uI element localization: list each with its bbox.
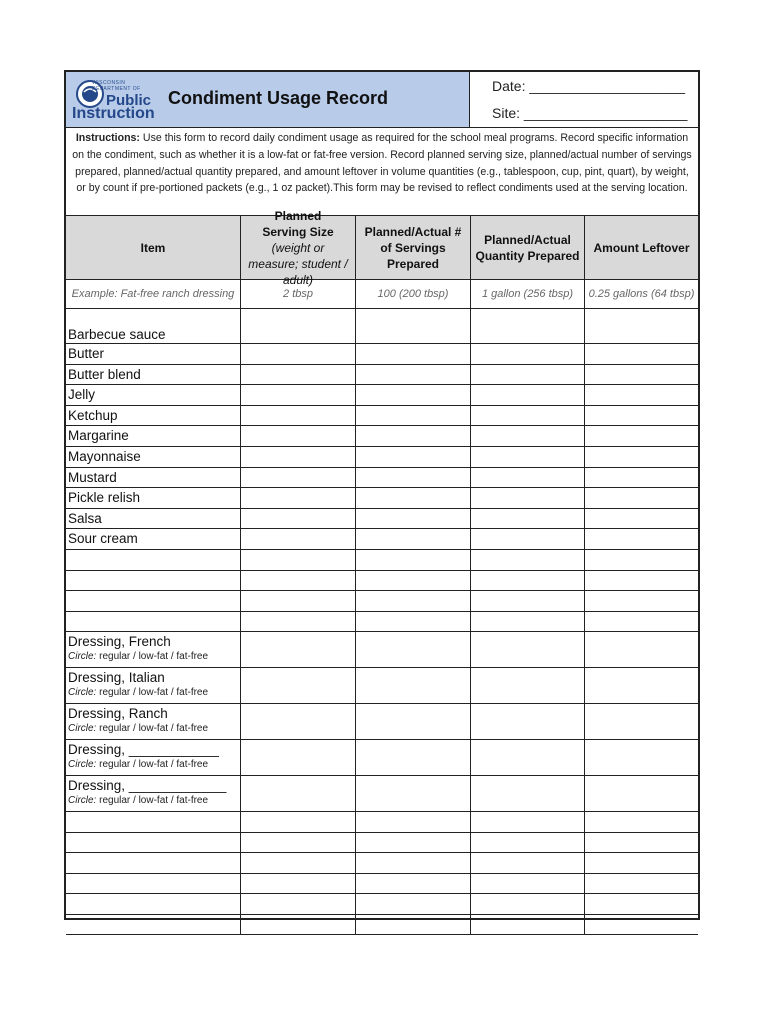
table-row-entry-cell[interactable] [356, 344, 471, 365]
col-header-item [66, 216, 241, 280]
blank-row-item-cell [66, 550, 241, 571]
condiment-name: Margarine [68, 428, 129, 444]
blank-row-entry-cell[interactable] [471, 894, 585, 915]
table-row-item-cell [66, 309, 241, 344]
blank-row-entry-cell[interactable] [241, 853, 356, 874]
table-row-entry-cell[interactable] [585, 509, 698, 530]
table-row-entry-cell[interactable] [585, 426, 698, 447]
table-row-entry-cell[interactable] [471, 509, 585, 530]
col-header-leftover [585, 216, 698, 280]
site-field[interactable]: Site: _____________________ [492, 105, 688, 121]
col-header-servings-text: Planned/Actual # of Servings Prepared [364, 224, 462, 271]
table-row-item-cell [66, 344, 241, 365]
table-row-entry-cell[interactable] [471, 529, 585, 550]
blank-row-entry-cell[interactable] [356, 812, 471, 833]
date-field[interactable]: Date: ____________________ [492, 78, 686, 94]
page-title: Condiment Usage Record [168, 88, 389, 108]
blank-row-entry-cell[interactable] [585, 812, 698, 833]
circle-options: regular / low-fat / fat-free [99, 759, 209, 771]
table-row-entry-cell[interactable] [585, 385, 698, 406]
dressing-row-entry-cell[interactable] [356, 740, 471, 776]
blank-row-entry-cell[interactable] [585, 571, 698, 592]
blank-row-entry-cell[interactable] [356, 550, 471, 571]
table-row-entry-cell[interactable] [241, 385, 356, 406]
circle-label: Circle: [68, 795, 97, 807]
table-row-entry-cell[interactable] [471, 365, 585, 386]
instructions-text: Use this form to record daily condiment usage as required for the school meal programs. Record specific information on the condiment, such as whether it is a low-fat or fat-free version. Record planned serving size, planned/actual number of servings prepared, planned/actual quantity prepared, and amount leftover in volume quantities (e.g., tablespoon, cup, pint, quart), by weight, or by count if pre-portioned packets (e.g., 1 oz packet).This form may be revised to reflect condiments used at the serving location. [72, 132, 692, 195]
dressing-row-entry-cell[interactable] [471, 704, 585, 740]
instructions-block [66, 128, 698, 216]
example-serving: 2 tbsp [241, 280, 356, 309]
dressing-row-entry-cell[interactable] [356, 776, 471, 812]
dressing-row-entry-cell[interactable] [241, 668, 356, 704]
condiment-name: Barbecue sauce [68, 327, 166, 342]
form-header [66, 72, 698, 128]
dressing-row-entry-cell[interactable] [356, 632, 471, 668]
table-row-entry-cell[interactable] [471, 426, 585, 447]
blank-row-entry-cell[interactable] [585, 550, 698, 571]
table-row-entry-cell[interactable] [585, 447, 698, 468]
blank-row-item-cell [66, 915, 241, 936]
blank-row-item-cell [66, 894, 241, 915]
col-header-serving-bold: Planned Serving Size [262, 208, 334, 239]
table-row-item-cell [66, 468, 241, 489]
blank-row-entry-cell[interactable] [471, 915, 585, 936]
dressing-row-entry-cell[interactable] [471, 668, 585, 704]
col-header-item-text: Item [140, 240, 166, 255]
condiment-name: Butter blend [68, 366, 141, 382]
blank-row-entry-cell[interactable] [241, 550, 356, 571]
dressing-row-entry-cell[interactable] [356, 668, 471, 704]
table-row-entry-cell[interactable] [241, 344, 356, 365]
circle-label: Circle: [68, 723, 97, 735]
blank-row-entry-cell[interactable] [241, 894, 356, 915]
table-row-entry-cell[interactable] [471, 468, 585, 489]
condiment-name: Butter [68, 346, 105, 361]
blank-row-entry-cell[interactable] [241, 571, 356, 592]
table-row-entry-cell[interactable] [585, 344, 698, 365]
table-row-entry-cell[interactable] [241, 406, 356, 427]
blank-row-entry-cell[interactable] [471, 812, 585, 833]
col-header-quantity [471, 216, 585, 280]
table-row-entry-cell[interactable] [585, 488, 698, 509]
dressing-name: Dressing, ____________ [68, 742, 219, 758]
blank-row-entry-cell[interactable] [471, 833, 585, 854]
col-header-serving-italic: (weight or measure; student / adult) [248, 240, 348, 287]
table-row-entry-cell[interactable] [241, 309, 356, 344]
table-row-item-cell [66, 529, 241, 550]
dressing-row-item-cell [66, 740, 241, 776]
condiment-name: Jelly [68, 387, 96, 403]
table-row-entry-cell[interactable] [356, 529, 471, 550]
dressing-row-entry-cell[interactable] [241, 740, 356, 776]
table-row-entry-cell[interactable] [356, 406, 471, 427]
condiment-name: Salsa [68, 510, 102, 526]
condiment-name: Ketchup [68, 407, 118, 423]
blank-row-entry-cell[interactable] [356, 915, 471, 936]
dressing-circle-options [66, 723, 240, 735]
blank-row-entry-cell[interactable] [471, 550, 585, 571]
blank-row-entry-cell[interactable] [356, 571, 471, 592]
dressing-row-entry-cell[interactable] [241, 776, 356, 812]
example-quantity: 1 gallon (256 tbsp) [471, 280, 585, 309]
table-row-item-cell [66, 447, 241, 468]
table-row-entry-cell[interactable] [241, 447, 356, 468]
blank-row-entry-cell[interactable] [585, 915, 698, 936]
blank-row-entry-cell[interactable] [585, 591, 698, 612]
dressing-circle-options [66, 759, 240, 771]
table-row-entry-cell[interactable] [356, 385, 471, 406]
table-row-entry-cell[interactable] [471, 447, 585, 468]
col-header-quantity-text: Planned/Actual Quantity Prepared [475, 232, 580, 263]
title-box [66, 72, 470, 127]
table-row-item-cell [66, 385, 241, 406]
table-row-entry-cell[interactable] [471, 385, 585, 406]
dressing-row-item-cell [66, 668, 241, 704]
table-row-entry-cell[interactable] [471, 406, 585, 427]
blank-row-entry-cell[interactable] [241, 874, 356, 895]
table-row-entry-cell[interactable] [356, 426, 471, 447]
blank-row-item-cell [66, 833, 241, 854]
table-row-item-cell [66, 365, 241, 386]
blank-row-entry-cell[interactable] [356, 874, 471, 895]
table-row-entry-cell[interactable] [356, 488, 471, 509]
table-row-entry-cell[interactable] [585, 309, 698, 344]
col-header-servings [356, 216, 471, 280]
condiment-name: Mayonnaise [68, 449, 141, 464]
example-servings: 100 (200 tbsp) [356, 280, 471, 309]
blank-row-item-cell [66, 612, 241, 633]
table-row-entry-cell[interactable] [585, 529, 698, 550]
dressing-name: Dressing, Italian [68, 670, 165, 686]
blank-row-entry-cell[interactable] [241, 591, 356, 612]
condiment-name: Sour cream [68, 531, 138, 547]
dressing-row-entry-cell[interactable] [585, 668, 698, 704]
dressing-row-entry-cell[interactable] [585, 632, 698, 668]
blank-row-item-cell [66, 571, 241, 592]
table-row-entry-cell[interactable] [471, 488, 585, 509]
blank-row-entry-cell[interactable] [356, 612, 471, 633]
dressing-name: Dressing, Ranch [68, 706, 168, 722]
dressing-row-entry-cell[interactable] [471, 776, 585, 812]
blank-row-entry-cell[interactable] [585, 612, 698, 633]
dressing-name: Dressing, French [68, 634, 171, 650]
blank-row-entry-cell[interactable] [585, 833, 698, 854]
blank-row-entry-cell[interactable] [356, 833, 471, 854]
blank-row-item-cell [66, 853, 241, 874]
dressing-row-entry-cell[interactable] [585, 704, 698, 740]
table-row-entry-cell[interactable] [241, 529, 356, 550]
dressing-row-entry-cell[interactable] [241, 632, 356, 668]
dressing-row-entry-cell[interactable] [471, 632, 585, 668]
blank-row-item-cell [66, 812, 241, 833]
circle-label: Circle: [68, 651, 97, 663]
table-row-entry-cell[interactable] [356, 509, 471, 530]
dressing-name: Dressing, _____________ [68, 778, 227, 794]
blank-row-entry-cell[interactable] [585, 853, 698, 874]
example-leftover: 0.25 gallons (64 tbsp) [585, 280, 698, 309]
blank-row-entry-cell[interactable] [356, 853, 471, 874]
blank-row-item-cell [66, 874, 241, 895]
table-row-entry-cell[interactable] [585, 365, 698, 386]
dressing-row-entry-cell[interactable] [585, 740, 698, 776]
logo-top-text: WISCONSIN DEPARTMENT OF [92, 80, 141, 92]
col-header-leftover-text: Amount Leftover [593, 240, 690, 255]
dressing-circle-options [66, 651, 240, 663]
table-row-entry-cell[interactable] [471, 344, 585, 365]
blank-row-entry-cell[interactable] [241, 915, 356, 936]
circle-options: regular / low-fat / fat-free [99, 723, 209, 735]
circle-options: regular / low-fat / fat-free [99, 687, 209, 699]
blank-row-entry-cell[interactable] [585, 874, 698, 895]
table-row-entry-cell[interactable] [585, 406, 698, 427]
dressing-circle-options [66, 687, 240, 699]
dressing-circle-options [66, 795, 240, 807]
dpi-logo [72, 80, 164, 122]
dressing-row-entry-cell[interactable] [356, 704, 471, 740]
condiment-name: Pickle relish [68, 490, 141, 506]
blank-row-entry-cell[interactable] [471, 591, 585, 612]
table-row-entry-cell[interactable] [585, 468, 698, 489]
circle-options: regular / low-fat / fat-free [99, 651, 209, 663]
logo-public-text: Public [106, 92, 152, 109]
table-row-entry-cell[interactable] [241, 365, 356, 386]
dressing-row-item-cell [66, 632, 241, 668]
instructions-label: Instructions: [75, 132, 140, 144]
circle-label: Circle: [68, 759, 97, 771]
table-row-entry-cell[interactable] [241, 488, 356, 509]
circle-options: regular / low-fat / fat-free [99, 795, 209, 807]
circle-label: Circle: [68, 687, 97, 699]
blank-row-entry-cell[interactable] [471, 571, 585, 592]
dressing-row-entry-cell[interactable] [471, 740, 585, 776]
condiment-name: Mustard [68, 469, 117, 485]
col-header-serving [241, 208, 356, 287]
table-row-entry-cell[interactable] [356, 365, 471, 386]
table-row-item-cell [66, 426, 241, 447]
table-row-entry-cell[interactable] [241, 468, 356, 489]
blank-row-entry-cell[interactable] [471, 874, 585, 895]
table-row-entry-cell[interactable] [356, 309, 471, 344]
table-row-entry-cell[interactable] [356, 468, 471, 489]
example-item: Example: Fat-free ranch dressing [66, 280, 241, 309]
blank-row-entry-cell[interactable] [356, 591, 471, 612]
table-row-entry-cell[interactable] [241, 509, 356, 530]
logo-instruction-text: Instruction [72, 105, 155, 122]
dressing-row-item-cell [66, 776, 241, 812]
blank-row-entry-cell[interactable] [241, 812, 356, 833]
table-row-entry-cell[interactable] [471, 309, 585, 344]
table-row-item-cell [66, 406, 241, 427]
table-row-item-cell [66, 509, 241, 530]
blank-row-item-cell [66, 591, 241, 612]
dressing-row-entry-cell[interactable] [241, 704, 356, 740]
dressing-row-item-cell [66, 704, 241, 740]
dressing-row-entry-cell[interactable] [585, 776, 698, 812]
blank-row-entry-cell[interactable] [241, 612, 356, 633]
table-row-entry-cell[interactable] [241, 426, 356, 447]
blank-row-entry-cell[interactable] [471, 612, 585, 633]
blank-row-entry-cell[interactable] [356, 894, 471, 915]
blank-row-entry-cell[interactable] [241, 833, 356, 854]
blank-row-entry-cell[interactable] [471, 853, 585, 874]
blank-row-entry-cell[interactable] [585, 894, 698, 915]
condiment-form [64, 70, 700, 920]
table-row-entry-cell[interactable] [356, 447, 471, 468]
table-row-item-cell [66, 488, 241, 509]
